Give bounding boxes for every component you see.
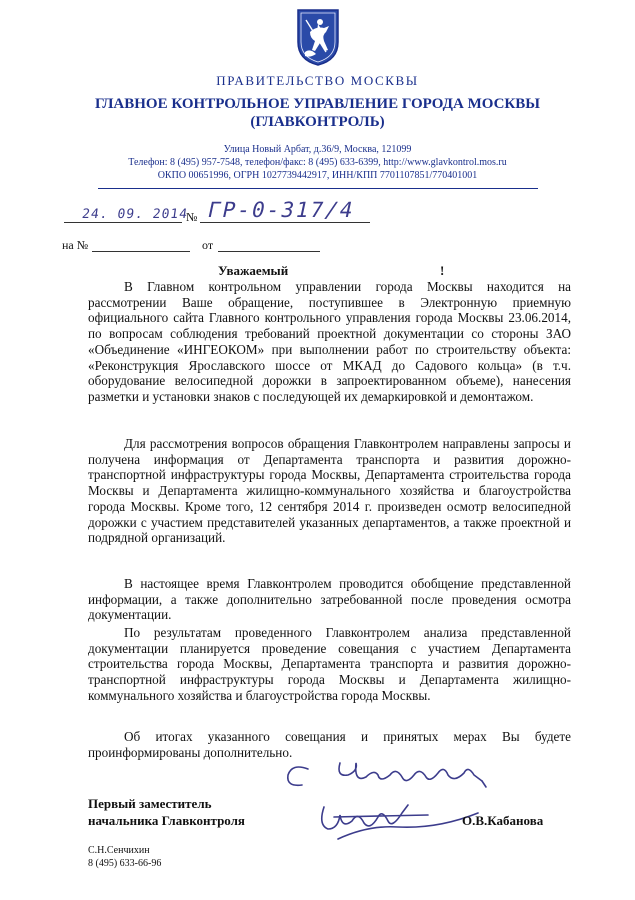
organization-short-name: (ГЛАВКОНТРОЛЬ): [250, 114, 385, 130]
salutation-exclamation: !: [440, 263, 445, 278]
executor-phone: 8 (495) 633-66-96: [88, 858, 162, 869]
letterhead-divider: [98, 188, 538, 189]
government-title: ПРАВИТЕЛЬСТВО МОСКВЫ: [216, 73, 419, 88]
organization-name: ГЛАВНОЕ КОНТРОЛЬНОЕ УПРАВЛЕНИЕ ГОРОДА МОСКВЫ: [94, 96, 541, 112]
handwritten-signature: [278, 755, 508, 855]
number-underline: [200, 222, 370, 223]
moscow-coat-of-arms-icon: [296, 8, 340, 66]
paragraph-3: В настоящее время Главконтролем проводится обобщение представленной информации, а также дополнительно затребованной после проведения осмотра документации.: [88, 576, 571, 623]
number-sign: №: [186, 210, 198, 224]
salutation: Уважаемый: [218, 263, 289, 278]
paragraph-5: Об итогах указанного совещания и принятых мерах Вы будете проинформированы дополнительно.: [88, 729, 571, 760]
reference-number-blank: [92, 251, 190, 252]
paragraph-4: По результатам проведенного Главконтролем анализа представленной документации планируется проведение совещания с участием Департамента строительства города Москвы, Департамента транспорта и развития дорожно-транспортной инфраструктуры города Москвы и Департамента жилищно-коммунального хозяйства и благоустройства города Москвы.: [88, 625, 571, 703]
reference-date-label: от: [202, 238, 214, 252]
organization-address: Улица Новый Арбат, д.36/9, Москва, 121099: [223, 144, 412, 155]
reference-date-blank: [218, 251, 320, 252]
signatory-title-line-1: Первый заместитель: [88, 796, 212, 811]
reference-number-label: на №: [62, 238, 89, 252]
organization-codes: ОКПО 00651996, ОГРН 1027739442917, ИНН/КПП 7701107851/770401001: [157, 170, 478, 181]
date-underline: [64, 222, 182, 223]
organization-contacts: Телефон: 8 (495) 957-7548, телефон/факс: 8 (495) 633-6399, http://www.glavkontrol.mos.ru: [128, 157, 507, 168]
executor-name: С.Н.Сенчихин: [88, 845, 150, 856]
signatory-name: О.В.Кабанова: [462, 813, 544, 828]
paragraph-1: В Главном контрольном управлении города Москвы находится на рассмотрении Ваше обращение, поступившее в Электронную приемную официального сайта Главного контрольного управления города Москвы 23.06.2014, по вопросам соблюдения требований проектной документации со стороны ЗАО «Объединение «ИНГЕОКОМ» при выполнении работ по строительству объекта: «Реконструкция Ярославского шоссе от МКАД до Садового кольца» (в т.ч. оборудование велосипедной дорожки в запроектированном объеме), нанесения разметки и установки знаков с последующей их демаркировкой и демонтажом.: [88, 279, 571, 404]
paragraph-2: Для рассмотрения вопросов обращения Главконтролем направлены запросы и получена информация от Департамента транспорта и развития дорожно-транспортной инфраструктуры города Москвы, Департамента строительства города Москвы и Департамента жилищно-коммунального хозяйства и благоустройства города Москвы. Кроме того, 12 сентября 2014 г. произведен осмотр велосипедной дорожки с участием представителей указанных департаментов, а также проектной и подрядной организаций.: [88, 436, 571, 546]
registration-number: ГР-0-317/4: [205, 198, 357, 222]
registration-date: 24. 09. 2014: [80, 207, 189, 222]
signatory-title-line-2: начальника Главконтроля: [88, 813, 245, 828]
